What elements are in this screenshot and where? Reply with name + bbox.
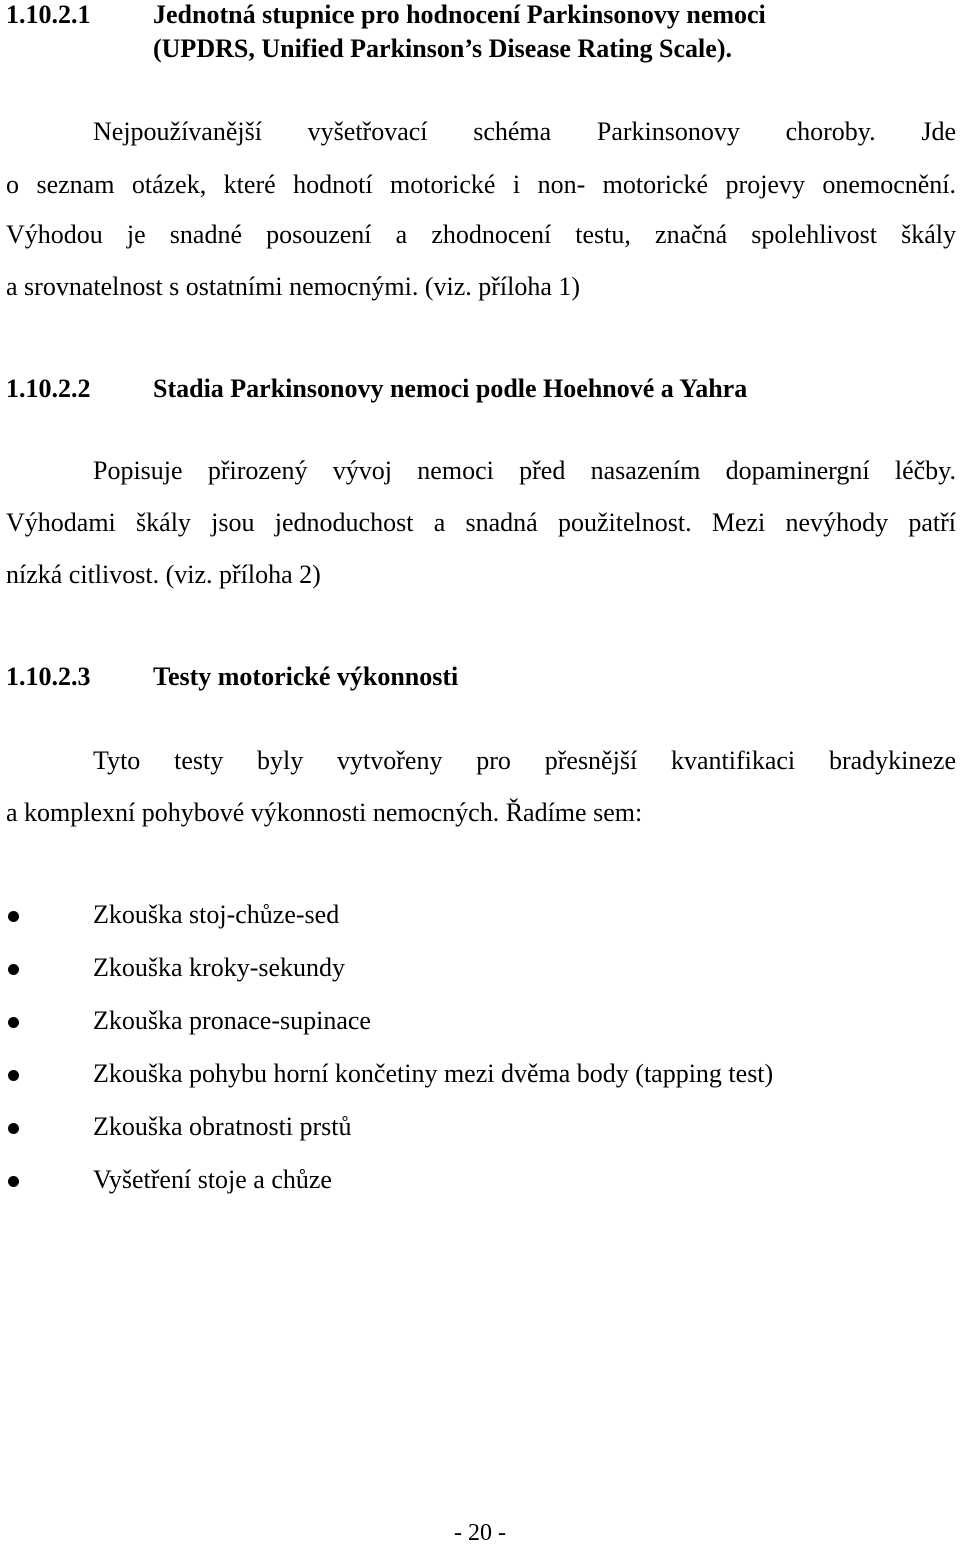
section-title-continued: (UPDRS, Unified Parkinson’s Disease Rating Scale). xyxy=(153,34,732,63)
paragraph-line: Výhodami škály jsou jednoduchost a snadná použitelnost. Mezi nevýhody patří xyxy=(6,508,956,537)
bullet-icon xyxy=(8,1017,19,1028)
section-title: Jednotná stupnice pro hodnocení Parkinsonovy nemoci xyxy=(153,0,766,29)
page-number: - 20 - xyxy=(454,1520,506,1546)
paragraph-line: Nejpoužívanější vyšetřovací schéma Parkinsonovy choroby. Jde xyxy=(93,117,956,146)
section-title: Testy motorické výkonnosti xyxy=(153,662,459,691)
paragraph-line: a srovnatelnost s ostatními nemocnými. (viz. příloha 1) xyxy=(6,272,581,301)
bullet-icon xyxy=(8,911,19,922)
section-number: 1.10.2.1 xyxy=(6,0,91,29)
paragraph-line: a komplexní pohybové výkonnosti nemocných. Řadíme sem: xyxy=(6,798,643,827)
list-item-text: Zkouška kroky-sekundy xyxy=(93,953,346,982)
list-item-text: Vyšetření stoje a chůze xyxy=(93,1165,332,1194)
list-item-text: Zkouška pronace-supinace xyxy=(93,1006,371,1035)
paragraph-line: o seznam otázek, které hodnotí motorické i non- motorické projevy onemocnění. xyxy=(6,170,956,199)
section-number: 1.10.2.2 xyxy=(6,374,91,403)
list-item-text: Zkouška pohybu horní končetiny mezi dvěma body (tapping test) xyxy=(93,1059,774,1088)
bullet-icon xyxy=(8,1123,19,1134)
section-number: 1.10.2.3 xyxy=(6,662,91,691)
paragraph-line: nízká citlivost. (viz. příloha 2) xyxy=(6,560,321,589)
section-title: Stadia Parkinsonovy nemoci podle Hoehnové a Yahra xyxy=(153,374,748,403)
paragraph-line: Tyto testy byly vytvořeny pro přesnější kvantifikaci bradykineze xyxy=(93,746,956,775)
list-item-text: Zkouška obratnosti prstů xyxy=(93,1112,352,1141)
bullet-icon xyxy=(8,964,19,975)
bullet-icon xyxy=(8,1070,19,1081)
paragraph-line: Výhodou je snadné posouzení a zhodnocení testu, značná spolehlivost škály xyxy=(6,220,956,249)
paragraph-line: Popisuje přirozený vývoj nemoci před nasazením dopaminergní léčby. xyxy=(93,456,956,485)
bullet-icon xyxy=(8,1176,19,1187)
list-item-text: Zkouška stoj-chůze-sed xyxy=(93,900,340,929)
